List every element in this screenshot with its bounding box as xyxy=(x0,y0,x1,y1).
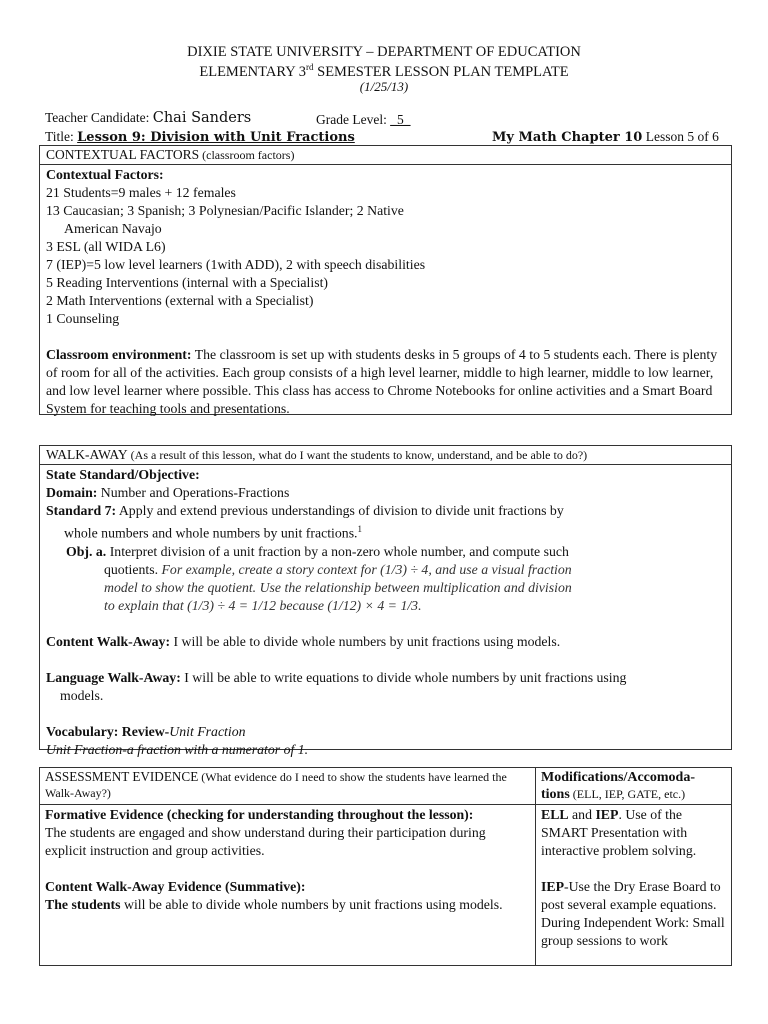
formative-evidence-label: Formative Evidence (checking for understanding throughout the lesson): xyxy=(45,807,474,822)
teacher-name: Chai Sanders xyxy=(152,110,252,126)
lesson-title: Title: Lesson 9: Division with Unit Fractions xyxy=(45,129,355,145)
assessment-evidence-table xyxy=(39,767,732,966)
template-date: (1/25/13) xyxy=(359,79,409,94)
formative-evidence-text: The students are engaged and show understand during their participation during explicit instruction and group activities. xyxy=(45,825,486,858)
contextual-factors-section: CONTEXTUAL FACTORS (classroom factors) Contextual Factors: 21 Students=9 males + 12 females 13 Caucasian; 3 Spanish; 3 Polynesian/Pacific Islander; 2 Native American Navajo 3 ESL (all WIDA L6) 7 (IEP)=5 low level learners (1with ADD), 2 with speech disabilities 5 Reading Interventions (internal with a Specialist) 2 Math Interventions (external with a Specialist) 1 Counseling Classroom environment: The classroom is set up with students desks in 5 groups of 4 to 5 students each. There is plenty of room for all of the activities. Each group consists of a high level learner, middle to high learner, middle to low learner, and low level learner where possible. This class has access to Chrome Notebooks for online activities and a Smart Board System for teaching tools and presentations. xyxy=(39,145,732,415)
context-line: 21 Students=9 males + 12 females xyxy=(46,185,236,200)
assessment-evidence-cell xyxy=(40,805,536,966)
modifications-cell xyxy=(536,805,732,966)
context-line: 2 Math Interventions (external with a Specialist) xyxy=(46,293,314,308)
chapter-info: My Math Chapter 10 Lesson 5 of 6 xyxy=(492,129,719,145)
lesson-title-value: Lesson 9: Division with Unit Fractions xyxy=(77,130,355,145)
standard-7: Standard 7: Apply and extend previous understandings of division to divide unit fractions by xyxy=(46,503,564,518)
context-line: 5 Reading Interventions (internal with a Specialist) xyxy=(46,275,328,290)
contextual-factors-header: CONTEXTUAL FACTORS (classroom factors) xyxy=(40,146,731,165)
context-line: 7 (IEP)=5 low level learners (1with ADD), 2 with speech disabilities xyxy=(46,257,426,272)
summative-evidence-text: The students will be able to divide whole numbers by unit fractions using models. xyxy=(45,897,503,912)
context-line: American Navajo xyxy=(64,221,162,236)
vocabulary: Vocabulary: Review-Unit Fraction xyxy=(46,723,246,739)
walk-away-section: WALK-AWAY (As a result of this lesson, what do I want the students to know, understand, and be able to do?) State Standard/Objective: Domain: Number and Operations-Fractions Standard 7: Apply and extend previous understandings of division to divide unit fractions by whole numbers and whole numbers by unit fractions.$^1$ Obj. a. Interpret division of a unit fraction by a non-zero whole number, and compute such quotients. For example, create a story context for (1/3) ÷ 4, and use a visual fraction model to show the quotient. Use the relationship between multiplication and division to explain that (1/3) ÷ 4 = 1/12 because (1/12) × 4 = 1/3. Content Walk-Away: I will be able to divide whole numbers by unit fractions using models. Language Walk-Away: I will be able to write equations to divide whole numbers by unit fractions using models. Vocabulary: Review-Unit Fraction Unit Fraction-a fraction with a numerator of 1. xyxy=(39,445,732,750)
template-heading: ELEMENTARY 3rd SEMESTER LESSON PLAN TEMPLATE xyxy=(199,62,569,80)
context-line: 13 Caucasian; 3 Spanish; 3 Polynesian/Pacific Islander; 2 Native xyxy=(46,203,404,218)
language-walk-away: Language Walk-Away: I will be able to write equations to divide whole numbers by unit fractions using xyxy=(46,669,627,685)
content-walk-away: Content Walk-Away: I will be able to divide whole numbers by unit fractions using models. xyxy=(46,633,561,649)
grade-value: _5_ xyxy=(390,112,411,127)
walk-away-header: WALK-AWAY (As a result of this lesson, what do I want the students to know, understand, and be able to do?) xyxy=(40,446,731,465)
modifications-header: Modifications/Accomoda- tions (ELL, IEP, GATE, etc.) xyxy=(536,768,732,805)
teacher-candidate: Teacher Candidate: Chai Sanders xyxy=(45,110,252,126)
university-heading: DIXIE STATE UNIVERSITY – DEPARTMENT OF EDUCATION xyxy=(187,44,581,60)
classroom-environment: Classroom environment: The classroom is set up with students desks in 5 groups of 4 to 5 students each. There is plenty of room for all of the activities. Each group consists of a high level learner, middle to high learner, middle to low learner, and low level learner where possible. This class has access to Chrome Notebooks for online activities and a Smart Board System for teaching tools and presentations. xyxy=(46,347,718,416)
assessment-header: ASSESSMENT EVIDENCE (What evidence do I need to show the students have learned the Walk-Away?) xyxy=(40,768,536,805)
modification-ell-iep: ELL and IEP. Use of the SMART Presentation with interactive problem solving. xyxy=(541,807,697,858)
context-line: 1 Counseling xyxy=(46,311,120,326)
context-line: 3 ESL (all WIDA L6) xyxy=(46,239,166,254)
summative-evidence-label: Content Walk-Away Evidence (Summative): xyxy=(45,879,306,894)
objective-a: Obj. a. Interpret division of a unit fraction by a non-zero whole number, and compute such xyxy=(66,543,569,559)
domain: Domain: Number and Operations-Fractions xyxy=(46,485,290,500)
grade-level: Grade Level: _5_ xyxy=(316,112,411,127)
vocabulary-definition: Unit Fraction-a fraction with a numerator of 1. xyxy=(46,741,309,757)
modification-iep: IEP-Use the Dry Erase Board to post several example equations. During Independent Work: Small group sessions to work xyxy=(541,879,725,948)
